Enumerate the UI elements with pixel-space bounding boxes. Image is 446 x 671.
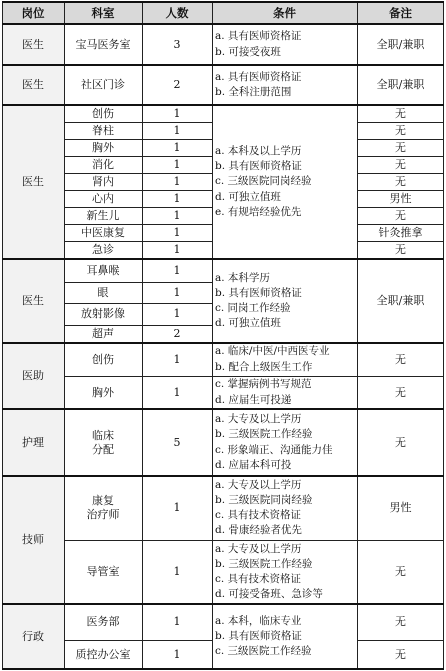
condition-line: d. 可独立值班 [215,190,281,203]
position-cell: 技师 [2,476,64,604]
department-cell: 中医康复 [81,225,125,239]
condition-line: a. 大专及以上学历 [215,413,302,426]
header-headcount: 人数 [142,2,212,24]
condition-line: e. 有规培经验优先 [215,205,302,218]
department-cell: 脊柱 [92,123,114,137]
headcount-cell: 1 [173,123,181,137]
condition-line: b. 具有医师资格证 [215,286,302,299]
headcount-cell: 2 [173,78,181,92]
condition-line: c. 具有技术资格证 [215,573,302,585]
department-cell: 胸外 [92,140,114,154]
condition-line: b. 全科注册范围 [215,86,292,98]
grid-line [2,1,444,3]
grid-line [64,190,212,191]
grid-line [64,173,212,174]
grid-line [64,241,212,242]
headcount-cell: 1 [173,501,181,515]
note-cell: 无 [395,352,406,366]
note-cell: 无 [395,647,406,661]
note-cell: 男性 [389,191,412,205]
grid-line [357,173,444,174]
department-cell: 创伤 [92,352,114,366]
grid-line [64,303,212,304]
grid-line [2,408,444,410]
conditions-cell [212,540,357,604]
condition-line: a. 大专及以上学历 [215,478,302,491]
grid-line [357,156,444,157]
department-cell: 医务部 [86,615,120,629]
position-cell: 医生 [2,65,64,105]
headcount-cell: 1 [173,307,181,321]
headcount-cell: 1 [173,140,181,154]
grid-line [357,2,358,669]
headcount-cell: 1 [173,157,181,171]
headcount-cell: 1 [173,615,181,629]
note-cell: 男性 [389,501,412,515]
header-conditions: 条件 [212,2,357,24]
condition-line: d. 应届本科可投 [215,458,292,471]
grid-line [212,2,213,669]
headcount-cell: 1 [173,285,181,299]
condition-line: c. 形象端正、沟通能力佳 [215,443,333,456]
department-cell: 质控办公室 [75,647,131,661]
grid-line [357,207,444,208]
department-cell: 放射影像 [81,307,125,321]
grid-line [64,540,444,541]
condition-line: b. 三级医院工作经验 [215,428,313,441]
position-cell: 行政 [2,604,64,669]
note-cell: 无 [395,435,406,449]
condition-line: a. 本科学历 [215,271,270,284]
grid-line [357,190,444,191]
grid-line [2,23,444,25]
note-cell: 全职/兼职 [376,78,425,92]
note-cell: 无 [395,615,406,629]
department-line: 治疗师 [86,508,120,521]
header-notes: 备注 [357,2,444,24]
headcount-cell: 1 [173,225,181,239]
conditions-cell [212,409,357,476]
headcount-cell: 5 [173,435,181,449]
condition-line: c. 同岗工作经验 [215,302,291,314]
conditions-cell [212,65,357,105]
position-cell: 护理 [2,409,64,476]
grid-line [357,139,444,140]
headcount-cell: 1 [173,385,181,399]
department-line: 分配 [92,442,114,456]
grid-line [64,224,212,225]
grid-line [64,122,212,123]
condition-line: b. 配合上级医生工作 [215,360,313,373]
conditions-cell [212,259,357,343]
department-cell: 消化 [92,157,114,171]
condition-line: d. 可独立值班 [215,317,281,330]
condition-line: c. 具有技术资格证 [215,509,302,521]
conditions-cell [212,376,357,409]
note-cell: 无 [395,243,406,257]
grid-line [64,640,212,641]
conditions-cell [212,24,357,65]
headcount-cell: 1 [173,263,181,277]
grid-line [2,64,444,66]
grid-line [64,156,212,157]
grid-line [2,104,444,106]
condition-line: d. 应届生可投递 [215,393,292,406]
grid-line [443,2,444,669]
grid-line [357,224,444,225]
conditions-cell [212,105,357,259]
grid-line [64,325,212,326]
headcount-cell: 1 [173,565,181,579]
position-cell: 医助 [2,343,64,409]
position-cell: 医生 [2,259,64,343]
note-cell: 无 [395,106,406,120]
department-cell [64,409,142,476]
department-cell: 急诊 [92,243,114,257]
condition-line: a. 具有医师资格证 [215,30,302,43]
position-cell: 医生 [2,105,64,259]
condition-line: a. 本科，临床专业 [215,614,302,627]
note-cell: 无 [395,123,406,137]
department-cell: 导管室 [86,565,120,579]
header-position: 岗位 [2,2,64,24]
note-cell: 无 [395,174,406,188]
condition-line: b. 三级医院同岗经验 [215,493,313,506]
department-cell: 胸外 [92,385,114,399]
department-cell: 眼 [97,285,109,299]
headcount-cell: 3 [173,37,181,51]
condition-line: a. 具有医师资格证 [215,70,302,83]
department-cell: 心内 [92,191,114,205]
condition-line: d. 可接受备班、急诊等 [215,588,323,601]
grid-line [2,475,444,477]
department-cell: 新生儿 [86,208,120,222]
grid-line [357,122,444,123]
condition-line: c. 三级医院工作经验 [215,645,312,658]
department-cell: 宝马医务室 [75,37,131,51]
condition-line: d. 骨康经验者优先 [215,524,302,537]
grid-line [2,668,444,670]
condition-line: b. 具有医师资格证 [215,629,302,642]
note-cell: 无 [395,157,406,171]
condition-line: c. 掌握病例书写规范 [215,378,312,391]
note-cell: 无 [395,565,406,579]
condition-line: b. 具有医师资格证 [215,160,302,173]
note-cell: 针灸推拿 [378,225,423,239]
grid-line [2,342,444,344]
headcount-cell: 1 [173,191,181,205]
condition-line: c. 三级医院同岗经验 [215,175,312,188]
condition-line: a. 大专及以上学历 [215,542,302,555]
department-cell: 社区门诊 [81,78,125,92]
grid-line [142,2,143,669]
headcount-cell: 2 [173,327,181,341]
department-line: 康复 [92,494,114,508]
department-cell: 肾内 [92,174,114,188]
department-line: 临床 [92,428,114,442]
headcount-cell: 1 [173,174,181,188]
headcount-cell: 1 [173,208,181,222]
conditions-cell [212,343,357,376]
note-cell: 无 [395,208,406,222]
grid-line [64,2,65,669]
grid-line [64,282,212,283]
grid-line [2,258,444,260]
note-cell: 无 [395,385,406,399]
headcount-cell: 1 [173,243,181,257]
note-cell: 全职/兼职 [376,37,425,51]
headcount-cell: 1 [173,106,181,120]
position-cell: 医生 [2,24,64,65]
department-cell: 创伤 [92,106,114,120]
conditions-cell [212,476,357,540]
conditions-cell [212,604,357,669]
grid-line [64,376,444,377]
grid-line [64,139,212,140]
grid-line [2,603,444,605]
header-department: 科室 [64,2,142,24]
grid-line [357,640,444,641]
note-cell: 全职/兼职 [376,294,425,308]
condition-line: a. 本科及以上学历 [215,144,302,157]
headcount-cell: 1 [173,647,181,661]
department-cell [64,476,142,540]
condition-line: a. 临床/中医/中西医专业 [215,345,330,358]
note-cell: 无 [395,140,406,154]
department-cell: 超声 [92,327,114,341]
condition-line: b. 三级医院工作经验 [215,557,313,570]
grid-line [2,2,3,669]
grid-line [64,207,212,208]
headcount-cell: 1 [173,352,181,366]
grid-line [357,241,444,242]
department-cell: 耳鼻喉 [86,263,120,277]
condition-line: b. 可接受夜班 [215,45,281,58]
